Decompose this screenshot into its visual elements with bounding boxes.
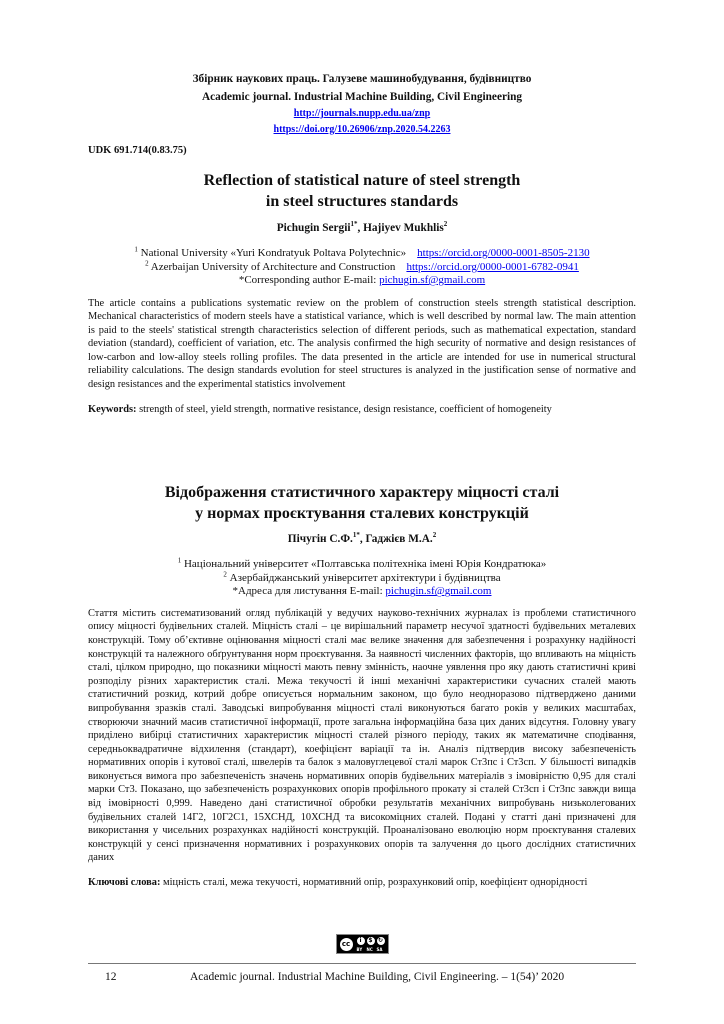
affiliations-ua (0, 558, 724, 599)
corresponding-label-ua: *Адреса для листування E-mail: (232, 585, 386, 598)
author-2-ua-sup: 2 (432, 531, 437, 540)
corresponding-author-ua (0, 585, 724, 599)
abstract-ua: Стаття містить систематизований огляд публікацій у ведучих науково-технічних журналах із проблеми статистичного опису міцності будівельних сталей. Міцність сталі – це вирішальний параметр несучої здатності будівельних металевих конструкцій. Тому об’єктивне оцінювання міцності сталі має велике значення для забезпечення і розрахунку надійності конструкцій та належного обґрунтування норм проєктування. За наявності численних факторів, що впливають на міцність сталі, цілком природно, що показники міцності мають певну змінність, наочне уявлення про яку дають статистичні криві розподілу різних характеристик сталі. Межа текучості й інші механічні характеристики сучасних сталей мають статистичний розкид, котрий добре описується нормальним законом, що було неодноразово підтверджено даними випробування зразків сталі. Заводські випробування міцності сталі виконуються багато років у великих масштабах, створюючи значний масив статистичної інформації, проте загальна інформаційна база цих даних відсутня. Головну увагу приділено вибірці статистичних характеристик міцності сталей різного періоду, таких як математичне сподівання, середньоквадратичне відхилення (стандарт), коефіцієнт варіації та ін. Аналіз підтвердив високу забезпеченість нормативних опорів і кутової сталі, швелерів та балок з маловуглецевої сталі марок Ст3пс і Ст3сп. У більшості випадків виконується вимога про забезпеченість значень нормативних опорів будівельних матеріалів з імовірністю 0,95 для сталі марки Ст3. Показано, що забезпеченість розрахункових опорів профільного прокату зі сталей Ст3сп і Ст3пс завжди вища від імовірності 0,999. Наведено дані статистичної обробки результатів механічних випробувань низьколегованих будівельних сталей 14Г2, 10Г2С1, 15ХСНД, 10ХСНД та високоміцних сталей. Подані у статті дані призначені для використання у чисельних розрахунках надійності конструкцій. Проаналізовано еволюцію норм проєктування сталевих конструкцій у сенсі призначення нормативних і розрахункових опорів та залучення до цього дослідних статистичних даних (88, 607, 636, 864)
keywords-en (88, 403, 636, 417)
author-1-ua-sup: 1* (352, 531, 360, 540)
email-link-ua[interactable]: pichugin.sf@gmail.com (385, 585, 492, 598)
orcid-link-2[interactable]: https://orcid.org/0000-0001-6782-0941 (406, 260, 579, 273)
authors-en (0, 221, 724, 235)
keywords-label-en: Keywords: (88, 403, 137, 415)
affiliation-1-name: National University «Yuri Kondratyuk Poltava Polytechnic» (137, 247, 407, 259)
sharealike-icon: ↻ (376, 936, 386, 946)
keywords-label-ua: Ключові слова: (88, 877, 161, 889)
author-2-ua: Гаджієв М.А. (365, 533, 433, 546)
author-1: Pichugin Sergii (276, 222, 351, 234)
author-2-sup: 2 (443, 220, 448, 229)
udk-code: UDK 691.714(0.83.75) (88, 145, 187, 156)
email-link-en[interactable]: pichugin.sf@gmail.com (379, 274, 486, 286)
by-attribution-icon: i (356, 936, 366, 946)
title-en-line2: in steel structures standards (265, 193, 459, 210)
journal-title-ua: Збірник наукових праць. Галузеве машинобудування, будівництво (192, 73, 532, 85)
page-footer (88, 970, 636, 1004)
title-en (0, 170, 724, 212)
affiliation-2-ua-name: Азербайджанський університет архітектури і будівництва (226, 571, 501, 584)
license-area (88, 934, 636, 954)
affiliations-en (0, 247, 724, 288)
affiliation-1-sup: 1 (134, 245, 138, 254)
author-separator-ua: , (359, 533, 366, 546)
title-ua-line1: Відображення статистичного характеру міцності сталі (164, 484, 560, 502)
keywords-ua (88, 876, 636, 890)
title-ua (0, 482, 724, 524)
affiliation-1 (0, 247, 724, 261)
affiliation-2-ua-sup: 2 (223, 570, 227, 579)
journal-title-en: Academic journal. Industrial Machine Building, Civil Engineering (201, 91, 523, 103)
corresponding-author (0, 274, 724, 288)
affiliation-1-ua-name: Національний університет «Полтавська політехніка імені Юрія Кондратюка» (181, 558, 547, 571)
footer-citation: Academic journal. Industrial Machine Building, Civil Engineering. – 1(54)’ 2020 (190, 970, 565, 983)
affiliation-2-name: Azerbaijan University of Architecture and Construction (148, 260, 396, 273)
author-separator: , (357, 222, 364, 234)
doi-link[interactable]: https://doi.org/10.26906/znp.2020.54.2263 (273, 124, 451, 135)
footer-divider (88, 963, 636, 964)
license-label-sa: SA (376, 946, 383, 952)
affiliation-1-ua-sup: 1 (177, 556, 182, 565)
noncommercial-icon: $ (366, 936, 376, 946)
title-en-line1: Reflection of statistical nature of steel strength (203, 172, 521, 189)
license-label-nc: NC (366, 946, 373, 952)
author-2: Hajiyev Mukhlis (363, 222, 444, 234)
abstract-en: The article contains a publications systematic review on the problem of construction steels strength statistical description. Mechanical characteristics of modern steels have a statistical variance, which is well described by normal law. The main attention is paid to the steels' statistical strength characteristics selection of different periods, such as mathematical expectation, standard deviation (standard), coefficient of variation, etc. The analysis confirmed the high security of normative and design resistances of low-carbon and low-alloy steels rolling profiles. The data presented in the article are intended for use in numerical structural reliability calculations. The design standards evolution for steel structures is analyzed in the justification sense of normative and design resistances and the experimental statistics involvement (88, 297, 636, 391)
orcid-link-1[interactable]: https://orcid.org/0000-0001-8505-2130 (417, 247, 590, 259)
journal-url-link[interactable]: http://journals.nupp.edu.ua/znp (293, 108, 431, 119)
authors-ua (0, 532, 724, 546)
corresponding-label: *Corresponding author E-mail: (238, 274, 380, 286)
author-1-sup: 1* (350, 220, 358, 229)
keywords-text-ua: міцність сталі, межа текучості, нормативний опір, розрахунковий опір, коефіцієнт однорідності (160, 877, 588, 889)
cc-logo-icon: cc (339, 937, 354, 952)
cc-license-badge[interactable] (336, 934, 389, 954)
page-number: 12 (105, 970, 117, 983)
title-ua-line2: у нормах проєктування сталевих конструкцій (195, 505, 529, 523)
affiliation-2 (0, 258, 724, 275)
license-label-by: BY (356, 946, 363, 952)
affiliation-2-sup: 2 (145, 258, 149, 267)
keywords-text-en: strength of steel, yield strength, normative resistance, design resistance, coefficient of homogeneity (136, 403, 552, 415)
author-1-ua: Пічугін С.Ф. (287, 533, 353, 546)
affiliation-2-ua (0, 572, 724, 586)
affiliation-1-ua (0, 558, 724, 572)
